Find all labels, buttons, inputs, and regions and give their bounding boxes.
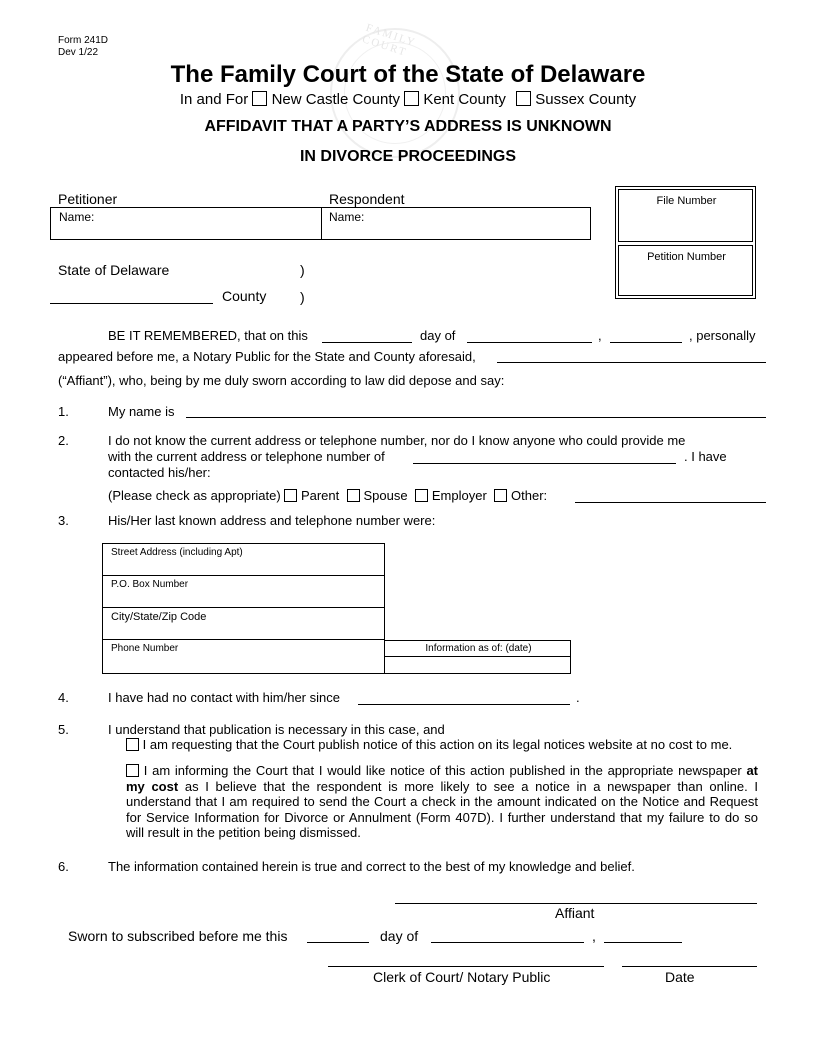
affiant-name-blank[interactable] xyxy=(497,362,766,363)
county-sussex: Sussex County xyxy=(535,91,637,108)
petition-number-label: Petition Number xyxy=(647,251,726,263)
county-new-castle: New Castle County xyxy=(271,91,400,108)
item-2-text-1: I do not know the current address or telephone number, nor do I know anyone who could provide me xyxy=(108,433,686,448)
sworn-comma: , xyxy=(592,928,596,944)
item-3-text: His/Her last known address and telephone number were: xyxy=(108,513,436,528)
form-revision: Dev 1/22 xyxy=(58,47,99,58)
checkbox-parent[interactable] xyxy=(284,489,297,502)
clerk-label: Clerk of Court/ Notary Public xyxy=(373,969,551,985)
item-4-number: 4. xyxy=(58,690,69,705)
option-employer: Employer xyxy=(431,488,487,503)
date-signature-line[interactable] xyxy=(622,966,757,967)
remembered-text-2: appeared before me, a Notary Public for the State and County aforesaid, xyxy=(58,349,476,364)
remembered-text-1: BE IT REMEMBERED, that on this xyxy=(108,328,308,343)
option-5b-bold-1: at xyxy=(746,763,758,778)
sworn-year-blank[interactable] xyxy=(604,942,682,943)
phone-number-label: Phone Number xyxy=(111,643,179,654)
option-spouse: Spouse xyxy=(363,488,408,503)
remembered-personally: , personally xyxy=(689,328,756,343)
option-5a xyxy=(126,737,766,752)
checkbox-other[interactable] xyxy=(494,489,507,502)
item-6-text: The information contained herein is true and correct to the best of my knowledge and belief. xyxy=(108,859,635,874)
court-seal-text: FAMILY COURT xyxy=(360,21,418,59)
venue-county-label: County xyxy=(222,288,267,304)
my-name-blank[interactable] xyxy=(186,417,766,418)
item-4-text: I have had no contact with him/her since xyxy=(108,690,340,705)
checkbox-newspaper[interactable] xyxy=(126,764,139,777)
city-state-zip-label: City/State/Zip Code xyxy=(111,611,207,623)
checkbox-new-castle[interactable] xyxy=(252,91,267,106)
day-blank[interactable] xyxy=(322,342,412,343)
option-5b-text-pre: I am informing the Court that I would like notice of this action published in the appropriate newspaper xyxy=(143,763,742,778)
checkbox-sussex[interactable] xyxy=(516,91,531,106)
item-2-number: 2. xyxy=(58,433,69,448)
petitioner-name-field[interactable] xyxy=(50,207,322,240)
item-4-period: . xyxy=(576,690,580,705)
info-as-of-label: Information as of: (date) xyxy=(425,643,532,654)
form-number: Form 241D xyxy=(58,35,109,46)
venue-state: State of Delaware xyxy=(58,262,170,278)
clerk-signature-line[interactable] xyxy=(328,966,604,967)
sworn-text: Sworn to subscribed before me this xyxy=(68,928,288,944)
respondent-label: Respondent xyxy=(329,191,405,207)
city-state-zip-field[interactable] xyxy=(102,607,385,640)
sworn-day-of: day of xyxy=(380,928,419,944)
info-as-of-date-field[interactable] xyxy=(384,656,571,674)
option-other: Other: xyxy=(511,488,548,503)
respondent-name-field[interactable] xyxy=(321,207,591,240)
affiant-label: Affiant xyxy=(555,905,595,921)
item-2-text-3: . I have xyxy=(684,449,727,464)
page-title: The Family Court of the State of Delaware xyxy=(170,61,646,88)
option-5b-text-post: as I believe that the respondent is more likely to see a notice in a newspaper than online. I understand that I am required to send the Court a check in the amount indicated on the Notice and Request for Service Information for Divorce or Annulment (Form 407D). I further understand that my failure to do so will result in the petition being dismissed. xyxy=(126,778,758,840)
checkbox-spouse[interactable] xyxy=(347,489,360,502)
form-subtitle-line2: IN DIVORCE PROCEEDINGS xyxy=(299,148,517,165)
date-label: Date xyxy=(665,969,695,985)
checkbox-kent[interactable] xyxy=(404,91,419,106)
checkbox-employer[interactable] xyxy=(415,489,428,502)
option-5b-bold-2: my cost xyxy=(126,778,179,794)
option-5a-text: I am requesting that the Court publish notice of this action on its legal notices website at no cost to me. xyxy=(142,737,733,752)
checkbox-court-website[interactable] xyxy=(126,738,139,751)
item-1-text: My name is xyxy=(108,404,175,419)
no-contact-since-blank[interactable] xyxy=(358,704,570,705)
petitioner-name-label: Name: xyxy=(59,210,95,224)
phone-number-field[interactable] xyxy=(102,639,385,674)
po-box-label: P.O. Box Number xyxy=(111,579,189,590)
sworn-day-blank[interactable] xyxy=(307,942,369,943)
contact-checklist xyxy=(108,488,547,503)
venue-county-blank[interactable] xyxy=(50,303,213,304)
option-parent: Parent xyxy=(300,488,340,503)
item-2-text-4: contacted his/her: xyxy=(108,465,211,480)
item-3-number: 3. xyxy=(58,513,69,528)
info-as-of-header xyxy=(384,640,571,657)
petition-number-field[interactable] xyxy=(618,245,753,296)
file-number-field[interactable] xyxy=(618,189,753,242)
item-6-number: 6. xyxy=(58,859,69,874)
county-kent: Kent County xyxy=(423,91,506,108)
remembered-comma: , xyxy=(598,328,602,343)
month-blank[interactable] xyxy=(467,342,592,343)
remembered-text-3: (“Affiant”), who, being by me duly sworn according to law did depose and say: xyxy=(58,373,505,388)
county-selection xyxy=(0,91,816,108)
respondent-name-blank[interactable] xyxy=(413,463,676,464)
item-2-text-2: with the current address or telephone number of xyxy=(108,449,385,464)
item-5-text: I understand that publication is necessary in this case, and xyxy=(108,722,445,737)
respondent-name-label: Name: xyxy=(329,210,365,224)
affiant-signature-line[interactable] xyxy=(395,903,757,904)
petitioner-label: Petitioner xyxy=(58,191,118,207)
other-blank[interactable] xyxy=(575,502,766,503)
street-address-field[interactable] xyxy=(102,543,385,576)
item-5-number: 5. xyxy=(58,722,69,737)
file-number-label: File Number xyxy=(656,195,717,207)
year-blank[interactable] xyxy=(610,342,682,343)
remembered-day-of: day of xyxy=(420,328,456,343)
form-subtitle-line1: AFFIDAVIT THAT A PARTY’S ADDRESS IS UNKNOWN xyxy=(204,118,612,135)
venue-paren-2: ) xyxy=(300,289,305,305)
po-box-field[interactable] xyxy=(102,575,385,608)
venue-paren-1: ) xyxy=(300,262,305,278)
sworn-month-blank[interactable] xyxy=(431,942,584,943)
item-1-number: 1. xyxy=(58,404,69,419)
street-address-label: Street Address (including Apt) xyxy=(111,547,243,558)
in-and-for-label: In and For xyxy=(179,91,249,108)
option-5b xyxy=(126,763,758,841)
check-prompt: (Please check as appropriate) xyxy=(108,488,281,503)
